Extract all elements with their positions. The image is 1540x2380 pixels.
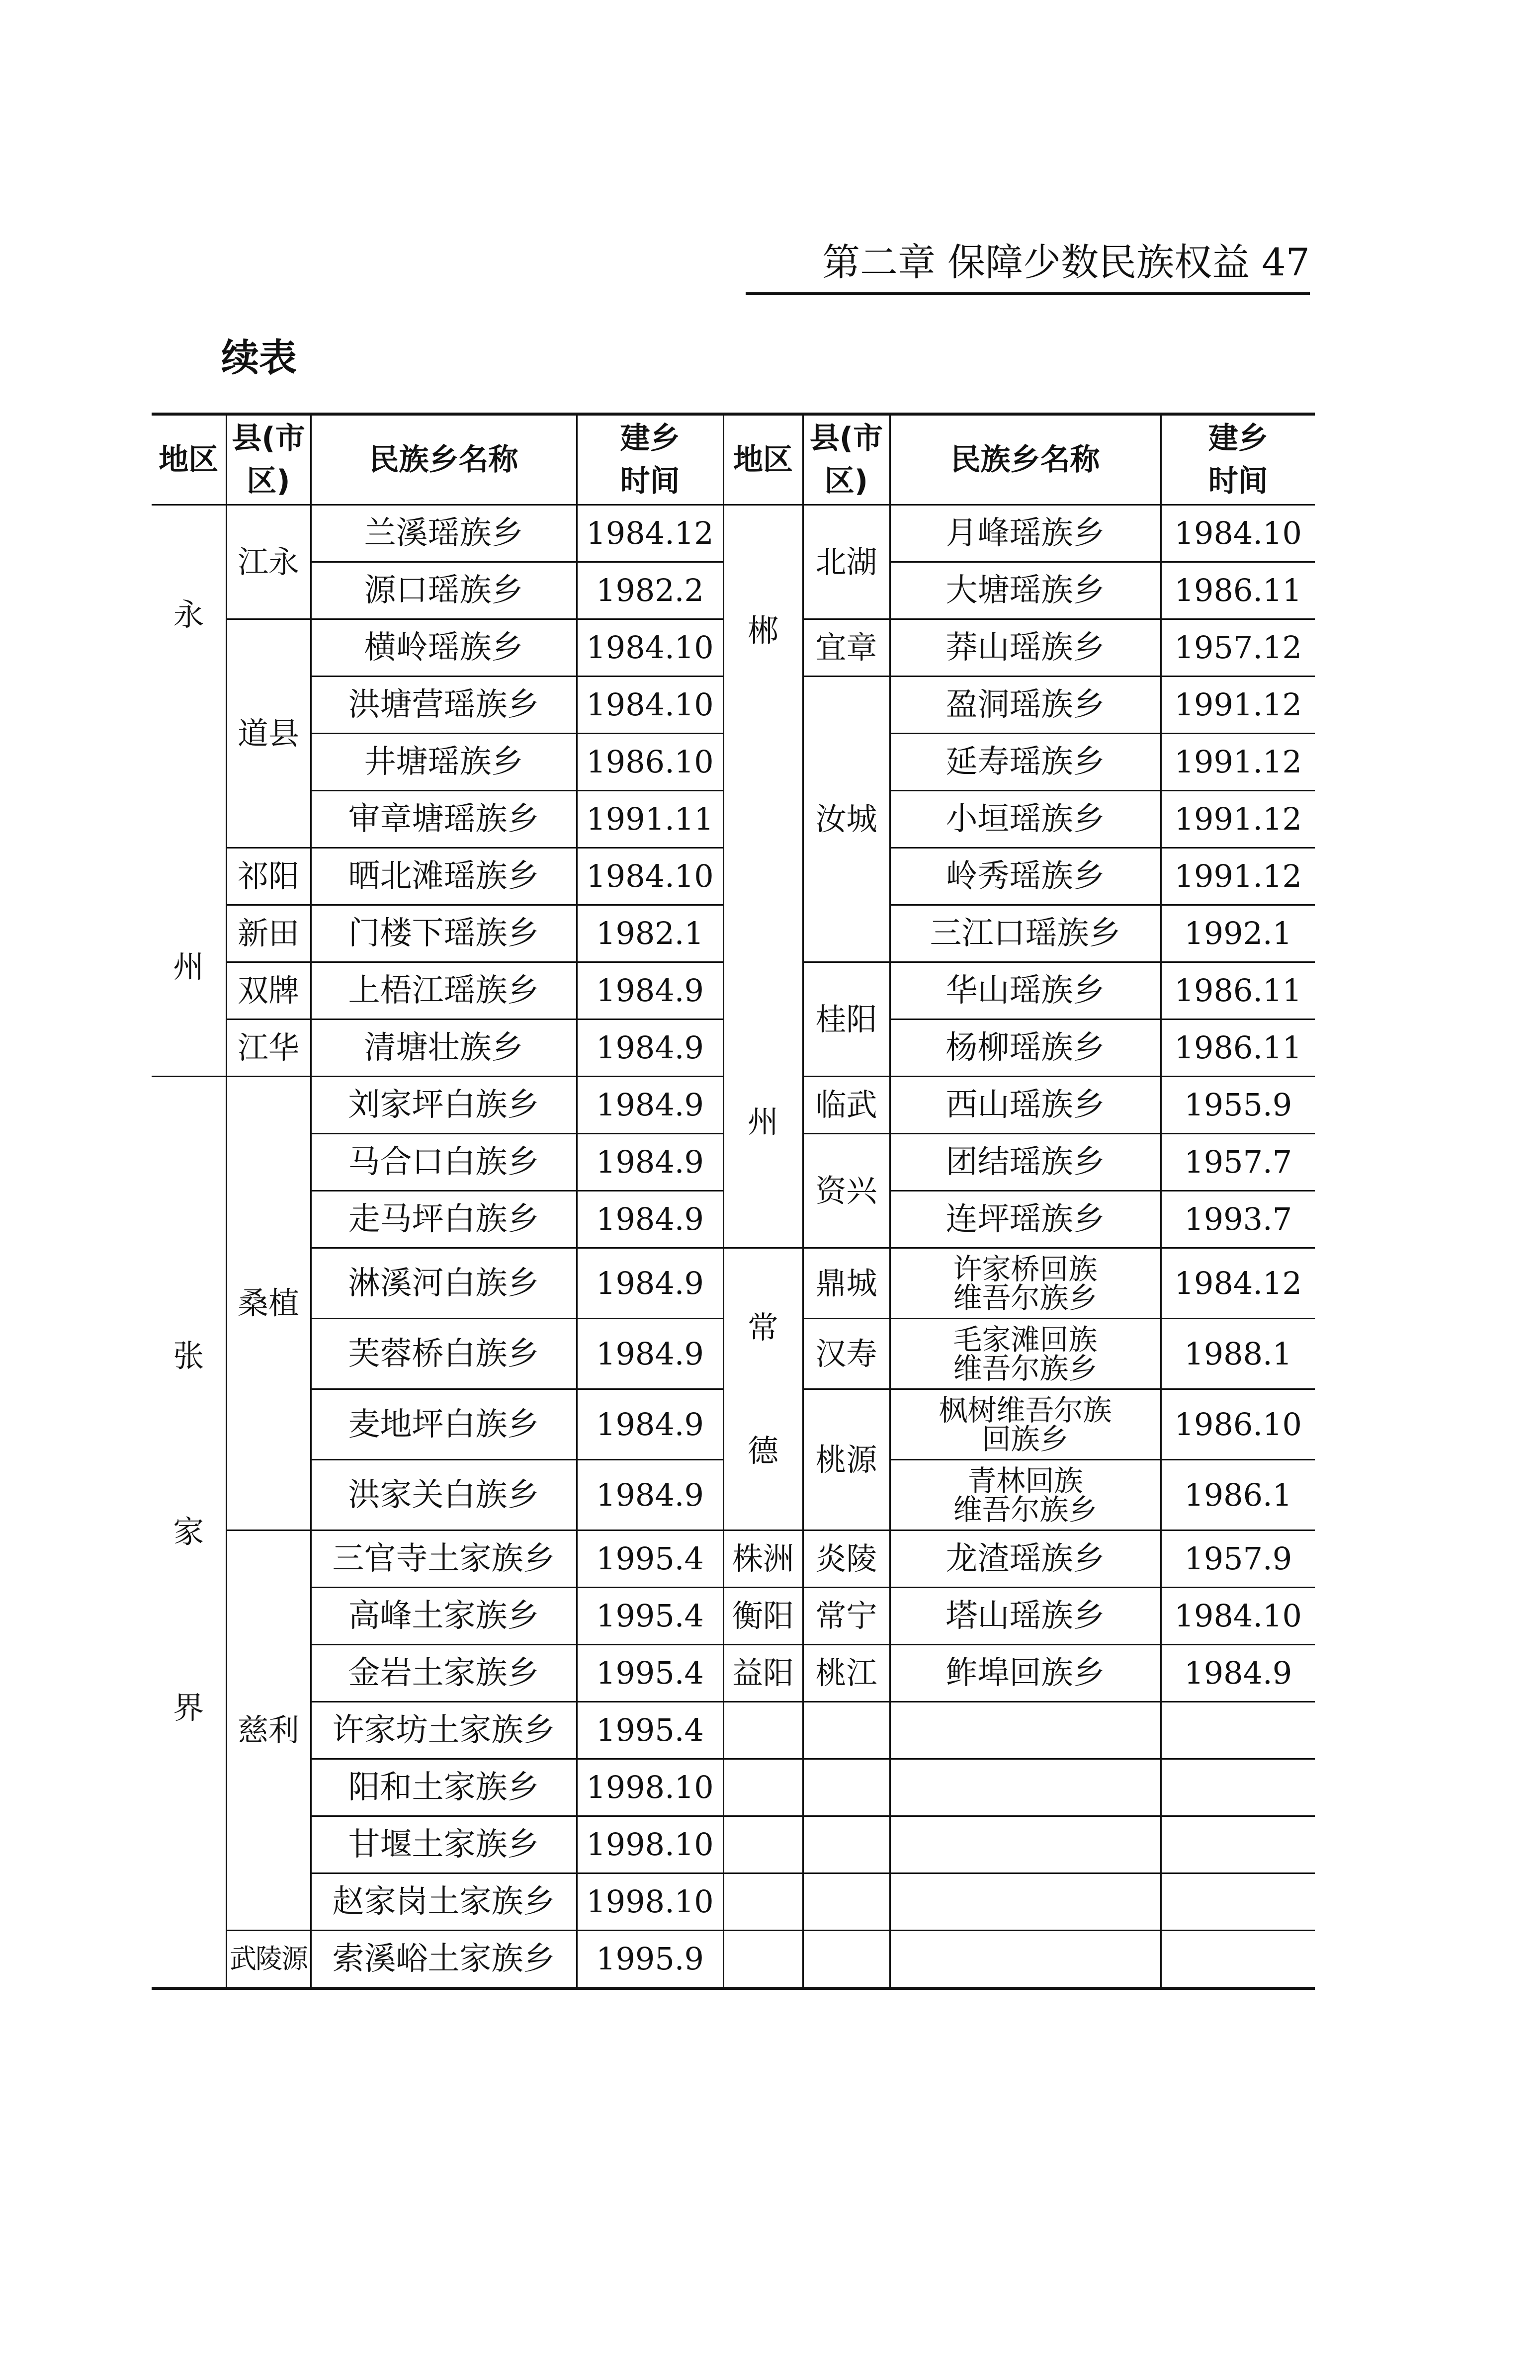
header-county-right xyxy=(803,414,890,505)
founding-date: 1986.10 xyxy=(1161,1389,1315,1460)
header-township-left: 民族乡名称 xyxy=(311,414,577,505)
county-dingcheng: 鼎城 xyxy=(803,1248,890,1319)
table-caption: 续表 xyxy=(221,336,297,380)
township-name xyxy=(890,1389,1161,1460)
region-chenzhou xyxy=(723,505,803,1248)
county-yizhang: 宜章 xyxy=(803,619,890,677)
township-name: 三官寺土家族乡 xyxy=(311,1530,577,1588)
founding-date: 1984.12 xyxy=(1161,1248,1315,1319)
county-rucheng: 汝城 xyxy=(803,677,890,962)
founding-date: 1984.9 xyxy=(577,1077,723,1134)
founding-date: 1998.10 xyxy=(577,1759,723,1816)
founding-date: 1991.12 xyxy=(1161,848,1315,905)
running-head-rule xyxy=(746,292,1310,295)
table-row xyxy=(152,1530,1315,1588)
empty-cell xyxy=(890,1702,1161,1759)
township-name: 源口瑶族乡 xyxy=(311,562,577,619)
founding-date: 1984.9 xyxy=(577,1020,723,1077)
township-name: 淋溪河白族乡 xyxy=(311,1248,577,1319)
township-name: 鲊埠回族乡 xyxy=(890,1645,1161,1702)
founding-date: 1982.1 xyxy=(577,905,723,962)
header-row xyxy=(152,414,1315,505)
founding-date: 1984.9 xyxy=(577,1460,723,1530)
township-name: 兰溪瑶族乡 xyxy=(311,505,577,562)
founding-date: 1984.10 xyxy=(577,848,723,905)
empty-cell xyxy=(1161,1816,1315,1873)
empty-cell xyxy=(1161,1873,1315,1931)
township-name: 走马坪白族乡 xyxy=(311,1191,577,1248)
founding-date: 1957.7 xyxy=(1161,1134,1315,1191)
founding-date: 1998.10 xyxy=(577,1873,723,1931)
founding-date: 1995.4 xyxy=(577,1702,723,1759)
founding-date: 1998.10 xyxy=(577,1816,723,1873)
founding-date: 1984.9 xyxy=(577,1389,723,1460)
table-row xyxy=(152,1645,1315,1702)
township-name: 莽山瑶族乡 xyxy=(890,619,1161,677)
county-changning: 常宁 xyxy=(803,1588,890,1645)
county-taojiang: 桃江 xyxy=(803,1645,890,1702)
founding-date: 1992.1 xyxy=(1161,905,1315,962)
township-name: 月峰瑶族乡 xyxy=(890,505,1161,562)
township-name: 金岩土家族乡 xyxy=(311,1645,577,1702)
header-county-top: 县(市 xyxy=(809,421,883,456)
header-township-right: 民族乡名称 xyxy=(890,414,1161,505)
founding-date: 1957.12 xyxy=(1161,619,1315,677)
township-name: 洪塘营瑶族乡 xyxy=(311,677,577,734)
county-jianghua: 江华 xyxy=(226,1020,311,1077)
header-year-top: 建乡 xyxy=(1208,421,1268,456)
township-name-line: 毛家滩回族 xyxy=(953,1322,1098,1357)
township-name xyxy=(890,1248,1161,1319)
empty-cell xyxy=(1161,1931,1315,1989)
township-name: 西山瑶族乡 xyxy=(890,1077,1161,1134)
empty-cell xyxy=(1161,1702,1315,1759)
township-name-line: 维吾尔族乡 xyxy=(953,1492,1098,1527)
empty-cell xyxy=(723,1931,803,1989)
founding-date: 1991.12 xyxy=(1161,734,1315,791)
founding-date: 1995.9 xyxy=(577,1931,723,1989)
header-year-bottom: 时间 xyxy=(1208,464,1268,499)
founding-date: 1982.2 xyxy=(577,562,723,619)
township-name: 麦地坪白族乡 xyxy=(311,1389,577,1460)
county-yanling: 炎陵 xyxy=(803,1530,890,1588)
township-name: 洪家关白族乡 xyxy=(311,1460,577,1530)
township-name-line: 维吾尔族乡 xyxy=(953,1280,1098,1315)
founding-date: 1988.1 xyxy=(1161,1319,1315,1389)
township-name: 团结瑶族乡 xyxy=(890,1134,1161,1191)
founding-date: 1986.11 xyxy=(1161,1020,1315,1077)
region-yiyang: 益阳 xyxy=(723,1645,803,1702)
township-name: 延寿瑶族乡 xyxy=(890,734,1161,791)
township-name: 塔山瑶族乡 xyxy=(890,1588,1161,1645)
township-name: 盈洞瑶族乡 xyxy=(890,677,1161,734)
county-cili: 慈利 xyxy=(226,1530,311,1931)
founding-date: 1984.9 xyxy=(577,962,723,1020)
founding-date: 1984.12 xyxy=(577,505,723,562)
header-year-right xyxy=(1161,414,1315,505)
founding-date: 1984.10 xyxy=(1161,505,1315,562)
township-name-line: 许家桥回族 xyxy=(953,1252,1098,1286)
county-zixing: 资兴 xyxy=(803,1134,890,1248)
county-guiyang: 桂阳 xyxy=(803,962,890,1077)
township-name: 三江口瑶族乡 xyxy=(890,905,1161,962)
table-row xyxy=(152,505,1315,562)
founding-date: 1986.11 xyxy=(1161,962,1315,1020)
running-head: 第二章 保障少数民族权益 47 xyxy=(822,240,1310,284)
township-name: 横岭瑶族乡 xyxy=(311,619,577,677)
township-name: 华山瑶族乡 xyxy=(890,962,1161,1020)
township-name: 大塘瑶族乡 xyxy=(890,562,1161,619)
founding-date: 1995.4 xyxy=(577,1530,723,1588)
region-changde xyxy=(723,1248,803,1530)
founding-date: 1995.4 xyxy=(577,1645,723,1702)
empty-cell xyxy=(723,1702,803,1759)
empty-cell xyxy=(890,1873,1161,1931)
region-char: 家 xyxy=(173,1514,204,1550)
table-row xyxy=(152,1759,1315,1816)
ethnic-township-table xyxy=(152,413,1315,1990)
region-char: 德 xyxy=(747,1432,778,1469)
founding-date: 1986.10 xyxy=(577,734,723,791)
township-name: 岭秀瑶族乡 xyxy=(890,848,1161,905)
county-linwu: 临武 xyxy=(803,1077,890,1134)
township-name: 马合口白族乡 xyxy=(311,1134,577,1191)
county-taoyuan: 桃源 xyxy=(803,1389,890,1530)
table-row xyxy=(152,1702,1315,1759)
founding-date: 1955.9 xyxy=(1161,1077,1315,1134)
county-hanshou: 汉寿 xyxy=(803,1319,890,1389)
founding-date: 1995.4 xyxy=(577,1588,723,1645)
township-name: 甘堰土家族乡 xyxy=(311,1816,577,1873)
county-qiyang: 祁阳 xyxy=(226,848,311,905)
founding-date: 1984.10 xyxy=(1161,1588,1315,1645)
township-name: 芙蓉桥白族乡 xyxy=(311,1319,577,1389)
header-county-bottom: 区) xyxy=(247,464,290,499)
township-name: 赵家岗土家族乡 xyxy=(311,1873,577,1931)
empty-cell xyxy=(723,1759,803,1816)
empty-cell xyxy=(803,1702,890,1759)
township-name xyxy=(890,1460,1161,1530)
table-row xyxy=(152,1931,1315,1989)
founding-date: 1984.9 xyxy=(577,1319,723,1389)
township-name: 索溪峪土家族乡 xyxy=(311,1931,577,1989)
county-jiangyong: 江永 xyxy=(226,505,311,619)
region-yongzhou xyxy=(152,505,226,1077)
region-char: 常 xyxy=(747,1309,778,1346)
county-beihu: 北湖 xyxy=(803,505,890,619)
table-row xyxy=(152,1248,1315,1319)
founding-date: 1984.9 xyxy=(577,1134,723,1191)
founding-date: 1991.12 xyxy=(1161,677,1315,734)
table-row xyxy=(152,1873,1315,1931)
empty-cell xyxy=(723,1873,803,1931)
header-year-bottom: 时间 xyxy=(620,464,680,499)
township-name xyxy=(890,1319,1161,1389)
header-region-left: 地区 xyxy=(152,414,226,505)
township-name: 上梧江瑶族乡 xyxy=(311,962,577,1020)
founding-date: 1986.1 xyxy=(1161,1460,1315,1530)
founding-date: 1984.10 xyxy=(577,677,723,734)
region-char: 州 xyxy=(747,1104,778,1140)
township-name: 门楼下瑶族乡 xyxy=(311,905,577,962)
empty-cell xyxy=(890,1759,1161,1816)
region-zhangjiajie xyxy=(152,1077,226,1989)
township-name: 审章塘瑶族乡 xyxy=(311,791,577,848)
empty-cell xyxy=(890,1816,1161,1873)
founding-date: 1984.9 xyxy=(577,1191,723,1248)
county-xintian: 新田 xyxy=(226,905,311,962)
township-name: 连坪瑶族乡 xyxy=(890,1191,1161,1248)
header-county-left xyxy=(226,414,311,505)
header-year-left xyxy=(577,414,723,505)
founding-date: 1984.9 xyxy=(577,1248,723,1319)
township-name: 小垣瑶族乡 xyxy=(890,791,1161,848)
county-wulingyuan: 武陵源 xyxy=(226,1931,311,1989)
empty-cell xyxy=(1161,1759,1315,1816)
township-name: 龙渣瑶族乡 xyxy=(890,1530,1161,1588)
table-row xyxy=(152,1588,1315,1645)
founding-date: 1991.11 xyxy=(577,791,723,848)
region-hengyang: 衡阳 xyxy=(723,1588,803,1645)
founding-date: 1986.11 xyxy=(1161,562,1315,619)
county-daoxian: 道县 xyxy=(226,619,311,848)
township-name: 清塘壮族乡 xyxy=(311,1020,577,1077)
region-zhuzhou: 株洲 xyxy=(723,1530,803,1588)
region-char: 界 xyxy=(173,1690,204,1726)
founding-date: 1984.9 xyxy=(1161,1645,1315,1702)
founding-date: 1984.10 xyxy=(577,619,723,677)
region-char: 州 xyxy=(173,948,204,985)
township-name-line: 枫树维吾尔族 xyxy=(939,1393,1112,1427)
township-name: 阳和土家族乡 xyxy=(311,1759,577,1816)
county-shuangpai: 双牌 xyxy=(226,962,311,1020)
empty-cell xyxy=(803,1816,890,1873)
header-county-top: 县(市 xyxy=(232,421,305,456)
empty-cell xyxy=(803,1931,890,1989)
region-char: 郴 xyxy=(747,612,778,649)
table-row xyxy=(152,1816,1315,1873)
header-year-top: 建乡 xyxy=(620,421,680,456)
header-county-bottom: 区) xyxy=(824,464,868,499)
empty-cell xyxy=(803,1759,890,1816)
township-name: 许家坊土家族乡 xyxy=(311,1702,577,1759)
township-name: 刘家坪白族乡 xyxy=(311,1077,577,1134)
founding-date: 1957.9 xyxy=(1161,1530,1315,1588)
region-char: 永 xyxy=(173,596,204,633)
founding-date: 1991.12 xyxy=(1161,791,1315,848)
township-name: 杨柳瑶族乡 xyxy=(890,1020,1161,1077)
empty-cell xyxy=(803,1873,890,1931)
empty-cell xyxy=(890,1931,1161,1989)
township-name: 晒北滩瑶族乡 xyxy=(311,848,577,905)
township-name: 井塘瑶族乡 xyxy=(311,734,577,791)
county-sangzhi: 桑植 xyxy=(226,1077,311,1530)
township-name-line: 青林回族 xyxy=(967,1463,1083,1498)
empty-cell xyxy=(723,1816,803,1873)
header-region-right: 地区 xyxy=(723,414,803,505)
region-char: 张 xyxy=(173,1338,204,1374)
township-name-line: 维吾尔族乡 xyxy=(953,1351,1098,1385)
township-name: 高峰土家族乡 xyxy=(311,1588,577,1645)
founding-date: 1993.7 xyxy=(1161,1191,1315,1248)
township-name-line: 回族乡 xyxy=(982,1422,1069,1456)
